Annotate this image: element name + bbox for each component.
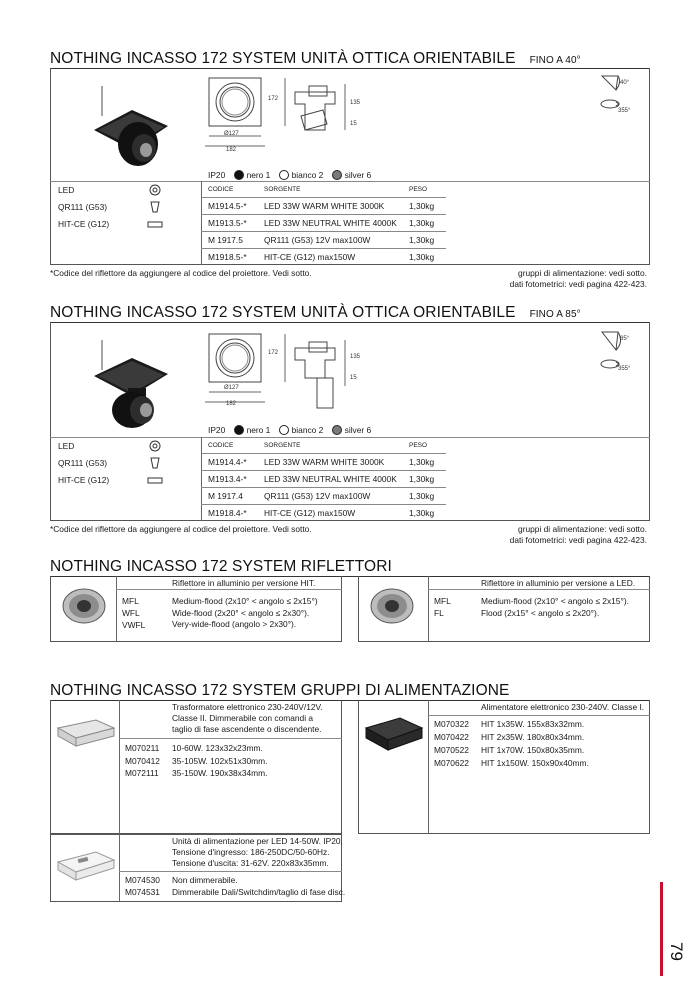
color-label: nero 1: [246, 425, 271, 435]
table-cell-source: LED 33W WARM WHITE 3000K: [264, 201, 385, 211]
led-driver-value: Non dimmerabile.: [172, 875, 238, 885]
box-divider: [119, 834, 120, 902]
section-subtitle: FINO A 85°: [529, 309, 581, 320]
ballast-value: HIT 2x35W. 180x80x34mm.: [481, 732, 585, 742]
section-title-text: NOTHING INCASSO 172 SYSTEM UNITÀ OTTICA ORIENTABILE: [50, 50, 516, 67]
led-driver-desc: Tensione d'uscita: 31-62V. 220x83x35mm.: [172, 858, 329, 868]
table-cell-source: QR111 (G53) 12V max100W: [264, 491, 371, 501]
transformer-desc: Trasformatore elettronico 230-240V/12V.: [172, 702, 323, 712]
table-cell-weight: 1,30kg: [409, 235, 435, 245]
source-hit: HIT-CE (G12): [58, 475, 110, 485]
source-hit: HIT-CE (G12): [58, 219, 110, 229]
row-divider: [201, 248, 446, 249]
dim-diameter: Ø127: [224, 385, 239, 391]
dim-side: 172: [268, 96, 279, 102]
color-label: bianco 2: [291, 425, 324, 435]
transformer-desc: taglio di fase ascendente o discendente.: [172, 724, 322, 734]
swatch-silver-icon: [332, 170, 342, 180]
color-options: [208, 170, 371, 181]
box-divider: [116, 589, 342, 590]
table-cell-source: QR111 (G53) 12V max100W: [264, 235, 371, 245]
ballast-value: HIT 1x35W. 155x83x32mm.: [481, 719, 585, 729]
ballast-desc: Alimentatore elettronico 230-240V. Classe I.: [481, 702, 645, 712]
table-cell-weight: 1,30kg: [409, 218, 435, 228]
source-led: LED: [58, 185, 75, 195]
ballast-code: M070622: [434, 758, 469, 768]
reflector-value: Medium-flood (2x10° < angolo ≤ 2x15°).: [481, 596, 629, 606]
footnote: *Codice del riflettore da aggiungere al codice del proiettore. Vedi sotto.: [50, 268, 312, 278]
transformer-photo: [56, 716, 116, 750]
table-cell-code: M1918.4-*: [208, 508, 247, 518]
transformer-value: 10-60W. 123x32x23mm.: [172, 743, 263, 753]
section-subtitle: FINO A 40°: [529, 55, 581, 66]
reflector-value: Medium-flood (2x10° < angolo ≤ 2x15°): [172, 596, 318, 606]
row-divider: [201, 231, 446, 232]
ballast-value: HIT 1x150W. 150x90x40mm.: [481, 758, 589, 768]
ballast-value: HIT 1x70W. 150x80x35mm.: [481, 745, 585, 755]
table-divider: [50, 181, 650, 182]
color-label: bianco 2: [291, 170, 324, 180]
table-cell-weight: 1,30kg: [409, 201, 435, 211]
reflector-code: FL: [434, 608, 444, 618]
swatch-black-icon: [234, 425, 244, 435]
dim-height: 135: [350, 100, 361, 106]
header-code: CODICE: [208, 442, 234, 449]
reflector-value: Wide-flood (2x20° < angolo ≤ 2x30°).: [172, 608, 310, 618]
transformer-code: M072111: [125, 768, 159, 778]
row-divider: [201, 197, 446, 198]
source-qr111: QR111 (G53): [58, 202, 108, 212]
table-cell-code: M1913.4-*: [208, 474, 247, 484]
row-divider: [201, 214, 446, 215]
dim-diameter: Ø127: [224, 131, 239, 137]
dim-width: 182: [226, 401, 237, 407]
row-divider: [201, 487, 446, 488]
dim-side: 172: [268, 350, 279, 356]
led-driver-photo: [56, 848, 116, 882]
section-title: NOTHING INCASSO 172 SYSTEM RIFLETTORI: [50, 558, 392, 575]
tilt-angle-label: 85°: [620, 336, 630, 342]
header-weight: PESO: [409, 442, 428, 449]
led-driver-value: Dimmerabile Dali/Switchdim/taglio di fase disc.: [172, 887, 346, 897]
color-label: silver 6: [344, 425, 372, 435]
page-accent-bar: [660, 882, 663, 976]
table-cell-code: M1913.5-*: [208, 218, 247, 228]
ip-rating: IP20: [208, 425, 226, 435]
box-divider: [428, 715, 650, 716]
reflector-code: MFL: [434, 596, 451, 606]
table-cell-code: M 1917.4: [208, 491, 243, 501]
row-divider: [201, 470, 446, 471]
led-driver-desc: Unità di alimentazione per LED 14-50W. IP20.: [172, 836, 343, 846]
section-title: [50, 50, 581, 68]
table-divider: [50, 437, 650, 438]
transformer-code: M070211: [125, 743, 160, 753]
reflector-code: MFL: [122, 596, 139, 606]
swatch-silver-icon: [332, 425, 342, 435]
header-source: SORGENTE: [264, 186, 301, 193]
dim-height: 135: [350, 354, 361, 360]
dim-offset: 15: [350, 375, 357, 381]
box-divider: [119, 738, 342, 739]
reflector-value: Flood (2x15° < angolo ≤ 2x20°).: [481, 608, 600, 618]
footnote: *Codice del riflettore da aggiungere al codice del proiettore. Vedi sotto.: [50, 524, 312, 534]
table-cell-source: HIT-CE (G12) max150W: [264, 252, 356, 262]
table-cell-code: M 1917.5: [208, 235, 243, 245]
reflector-code: VWFL: [122, 620, 146, 630]
section-title: [50, 304, 581, 322]
reflector-value: Very-wide-flood (angolo > 2x30°).: [172, 619, 297, 629]
table-cell-code: M1914.5-*: [208, 201, 247, 211]
ip-rating: IP20: [208, 170, 226, 180]
source-led: LED: [58, 441, 75, 451]
header-source: SORGENTE: [264, 442, 301, 449]
product-photo: [88, 336, 184, 432]
table-cell-weight: 1,30kg: [409, 457, 435, 467]
table-cell-weight: 1,30kg: [409, 474, 435, 484]
table-cell-source: HIT-CE (G12) max150W: [264, 508, 356, 518]
led-driver-code: M074531: [125, 887, 160, 897]
reflector-code: WFL: [122, 608, 140, 618]
ballast-code: M070422: [434, 732, 469, 742]
note-photo: dati fotometrici: vedi pagina 422-423.: [509, 535, 647, 545]
row-divider: [201, 504, 446, 505]
rotation-label: 355°: [618, 108, 631, 114]
box-divider: [428, 576, 429, 642]
table-cell-source: LED 33W NEUTRAL WHITE 4000K: [264, 218, 397, 228]
section-title: NOTHING INCASSO 172 SYSTEM GRUPPI DI ALIMENTAZIONE: [50, 682, 510, 699]
color-options: [208, 425, 371, 436]
ballast-code: M070322: [434, 719, 469, 729]
table-cell-weight: 1,30kg: [409, 508, 435, 518]
table-border: [201, 437, 202, 521]
source-icons: [146, 184, 166, 238]
table-cell-weight: 1,30kg: [409, 491, 435, 501]
reflector-led-photo: [368, 586, 416, 626]
color-label: silver 6: [344, 170, 372, 180]
table-cell-source: LED 33W WARM WHITE 3000K: [264, 457, 385, 467]
dim-offset: 15: [350, 121, 357, 127]
source-icons: [146, 440, 166, 494]
transformer-value: 35-105W. 102x51x30mm.: [172, 756, 268, 766]
led-driver-code: M074530: [125, 875, 160, 885]
box-divider: [116, 576, 117, 642]
note-power: gruppi di alimentazione: vedi sotto.: [518, 268, 647, 278]
header-weight: PESO: [409, 186, 428, 193]
tilt-angle-label: 40°: [620, 80, 630, 86]
page-number: 79: [667, 942, 686, 961]
transformer-value: 35-150W. 190x38x34mm.: [172, 768, 268, 778]
reflector-desc: Riflettore in alluminio per versione a LED.: [481, 578, 636, 588]
table-cell-source: LED 33W NEUTRAL WHITE 4000K: [264, 474, 397, 484]
note-photo: dati fotometrici: vedi pagina 422-423.: [509, 279, 647, 289]
swatch-black-icon: [234, 170, 244, 180]
note-power: gruppi di alimentazione: vedi sotto.: [518, 524, 647, 534]
led-driver-desc: Tensione d'ingresso: 186-250DC/50-60Hz.: [172, 847, 330, 857]
box-divider: [428, 700, 429, 834]
table-cell-code: M1918.5-*: [208, 252, 247, 262]
section-title-text: NOTHING INCASSO 172 SYSTEM UNITÀ OTTICA ORIENTABILE: [50, 304, 516, 321]
box-divider: [119, 700, 120, 834]
row-divider: [201, 453, 446, 454]
transformer-desc: Classe II. Dimmerabile con comandi a: [172, 713, 314, 723]
product-photo: [88, 82, 184, 172]
header-code: CODICE: [208, 186, 234, 193]
table-cell-weight: 1,30kg: [409, 252, 435, 262]
dim-width: 182: [226, 147, 237, 153]
color-label: nero 1: [246, 170, 271, 180]
ballast-code: M070522: [434, 745, 469, 755]
transformer-code: M070412: [125, 756, 160, 766]
box-divider: [428, 589, 650, 590]
reflector-desc: Riflettore in alluminio per versione HIT.: [172, 578, 316, 588]
table-cell-code: M1914.4-*: [208, 457, 247, 467]
rotation-label: 355°: [618, 366, 631, 372]
swatch-white-icon: [279, 425, 289, 435]
box-divider: [119, 871, 342, 872]
ballast-photo: [364, 714, 424, 754]
table-border: [201, 181, 202, 265]
swatch-white-icon: [279, 170, 289, 180]
source-qr111: QR111 (G53): [58, 458, 108, 468]
reflector-hit-photo: [60, 586, 108, 626]
